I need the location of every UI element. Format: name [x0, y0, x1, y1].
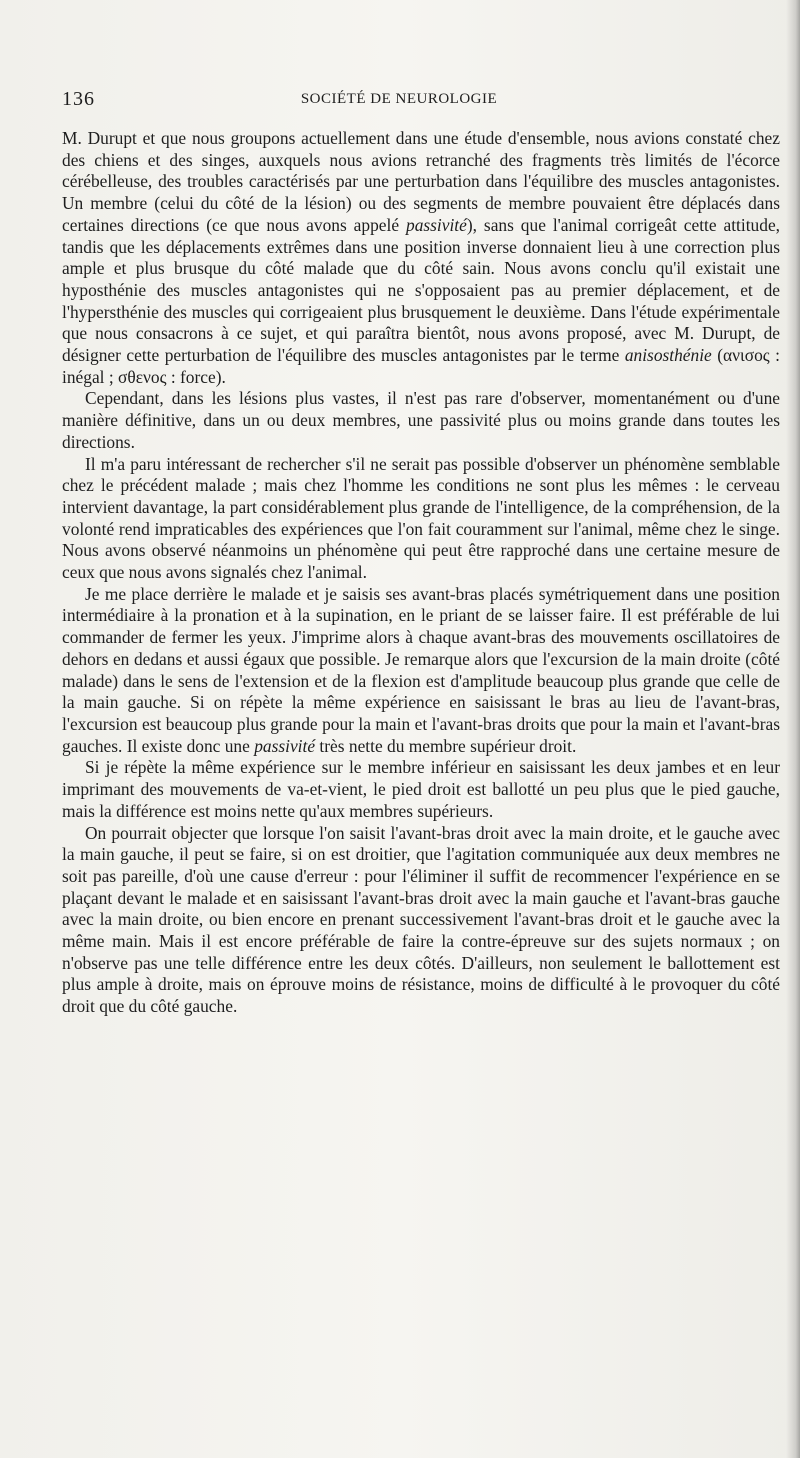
paragraph-1-term-anisosthenie: anisosthénie: [624, 345, 712, 366]
paragraph-1-text-a: M. Durupt et que nous groupons actuellement dans une étude d'ensemble, nous avions constaté chez des chiens et des singes, auxquels nous avions retranché des fragments très limités de l'écorce cérébelleuse, des troubles caractérisés par une perturbation dans l'équilibre des muscles antagonistes. Un membre (celui du côté de la lésion) ou des segments de membre pouvaient être déplacés dans certaines directions (ce que nous avons appelé: [62, 128, 780, 235]
page-number: 136: [62, 88, 95, 110]
paragraph-5: Si je répète la même expérience sur le membre inférieur en saisissant les deux jambes et en leur imprimant des mouvements de va-et-vient, le pied droit est ballotté un peu plus que le pied gauche, mais la différence est moins nette qu'aux membres supérieurs.: [62, 757, 780, 821]
body-text: [62, 128, 780, 1018]
paragraph-4-text-a: Je me place derrière le malade et je saisis ses avant-bras placés symétriquement dans une position intermédiaire à la pronation et à la supination, en le priant de se laisser faire. Il est préférable de lui commander de fermer les yeux. J'imprime alors à chaque avant-bras des mouvements oscillatoires de dehors en dedans et aussi égaux que possible. Je remarque alors que l'excursion de la main droite (côté malade) dans le sens de l'extension et de la flexion est d'amplitude beaucoup plus grande que celle de la main gauche. Si on répète la même expérience en saisissant le bras au lieu de l'avant-bras, l'excursion est beaucoup plus grande pour la main et l'avant-bras droits que pour la main et l'avant-bras gauches. Il existe donc une: [62, 583, 780, 756]
paragraph-1-text-b: ), sans que l'animal corrigeât cette attitude, tandis que les déplacements extrêmes dans une position inverse donnaient lieu à une correction plus ample et plus brusque du côté malade que du côté sain. Nous avons conclu qu'il existait une hyposthénie des muscles antagonistes qui ne s'opposaient pas au premier déplacement, et de l'hypersthénie des muscles qui corrigeaient plus brusquement le deuxième. Dans l'étude expérimentale que nous consacrons à ce sujet, et qui paraîtra bientôt, nous avons proposé, avec M. Durupt, de désigner cette perturbation de l'équilibre des muscles antagonistes par le terme: [62, 214, 781, 366]
page-edge-shadow: [786, 0, 800, 1458]
paragraph-1: [62, 128, 780, 388]
page-header: [62, 88, 736, 114]
paragraph-4: [62, 584, 780, 758]
paragraph-1-term-passivite: passivité: [406, 214, 467, 235]
paragraph-2: Cependant, dans les lésions plus vastes, il n'est pas rare d'observer, momentanément ou d'une manière définitive, dans un ou deux membres, une passivité plus ou moins grande dans toutes les directions.: [62, 388, 780, 452]
paragraph-4-term-passivite: passivité: [254, 735, 316, 756]
paragraph-4-text-b: très nette du membre supérieur droit.: [315, 735, 577, 756]
paragraph-1-text-c: (ανισος : inégal ; σθενος : force).: [62, 345, 780, 387]
running-head: SOCIÉTÉ DE NEUROLOGIE: [300, 91, 498, 107]
paragraph-6: On pourrait objecter que lorsque l'on saisit l'avant-bras droit avec la main droite, et le gauche avec la main gauche, il peut se faire, si on est droitier, que l'agitation communiquée aux deux membres ne soit pas pareille, d'où une cause d'erreur : pour l'éliminer il suffit de recommencer l'expérience en se plaçant devant le malade et en saisissant l'avant-bras droit avec la main gauche et l'avant-bras gauche avec la main droite, ou bien encore en prenant successivement l'avant-bras droit et le gauche avec la même main. Mais il est encore préférable de faire la contre-épreuve sur des sujets normaux ; on n'observe pas une telle différence entre les deux côtés. D'ailleurs, non seulement le ballottement est plus ample à droite, mais on éprouve moins de résistance, moins de difficulté à le provoquer du côté droit que du côté gauche.: [62, 822, 780, 1017]
paragraph-3: Il m'a paru intéressant de rechercher s'il ne serait pas possible d'observer un phénomène semblable chez le précédent malade ; mais chez l'homme les conditions ne sont plus les mêmes : le cerveau intervient davantage, la part considérablement plus grande de l'intelligence, de la compréhension, de la volonté rend impraticables des expériences que l'on fait couramment sur l'animal, même chez le singe. Nous avons observé néanmoins un phénomène qui peut être rapproché dans une certaine mesure de ceux que nous avons signalés chez l'animal.: [62, 453, 780, 583]
